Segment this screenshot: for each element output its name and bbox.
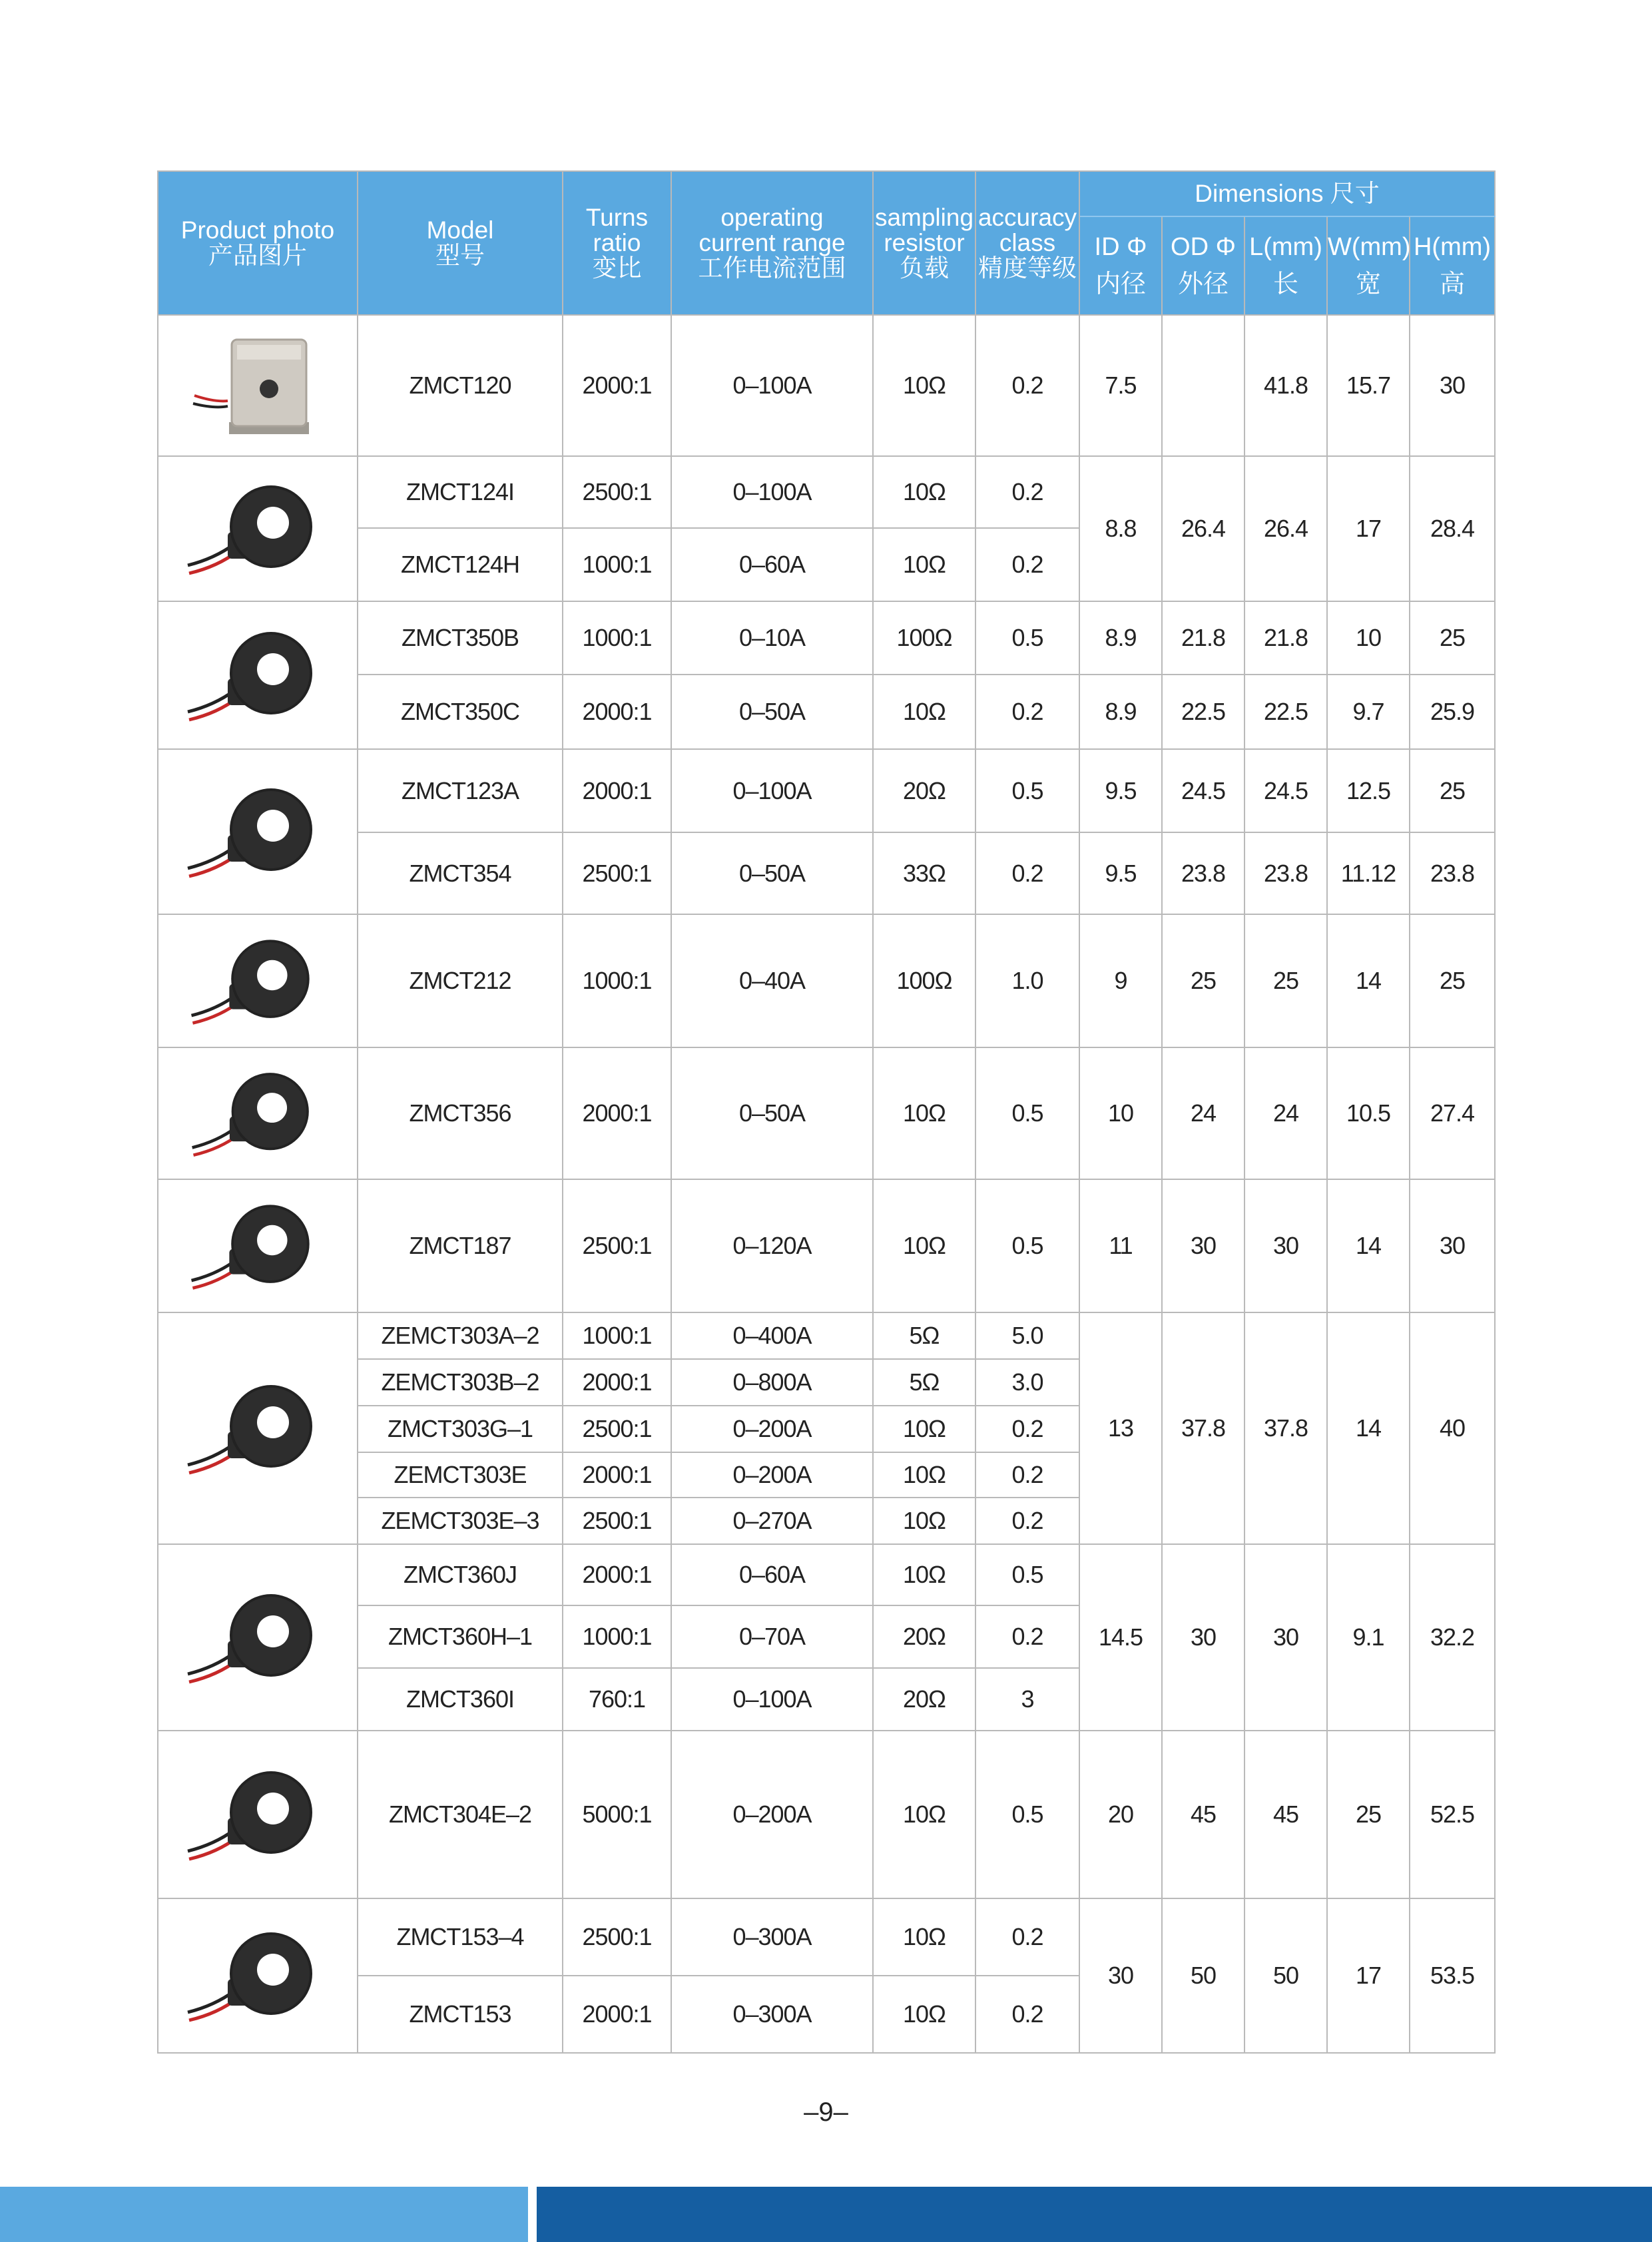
spec-table bbox=[157, 170, 1496, 2054]
resistor-cell: 10Ω bbox=[873, 528, 975, 601]
dim-length-cell: 24.5 bbox=[1244, 749, 1327, 832]
current-range-cell: 0–100A bbox=[671, 456, 873, 528]
model-cell: ZMCT360H–1 bbox=[358, 1605, 563, 1668]
turns-ratio-cell: 2000:1 bbox=[563, 1359, 671, 1406]
dim-height-cell: 25 bbox=[1410, 914, 1495, 1047]
dim-od-cell: 45 bbox=[1162, 1731, 1244, 1898]
accuracy-cell: 0.2 bbox=[975, 1406, 1079, 1452]
resistor-cell: 100Ω bbox=[873, 914, 975, 1047]
footer-bar-dark bbox=[537, 2187, 1652, 2242]
dim-id-cell: 8.9 bbox=[1079, 675, 1162, 749]
accuracy-cell: 0.2 bbox=[975, 832, 1079, 914]
current-range-cell: 0–50A bbox=[671, 832, 873, 914]
ring-ct-icon bbox=[181, 768, 334, 895]
turns-ratio-cell: 1000:1 bbox=[563, 528, 671, 601]
current-range-cell: 0–40A bbox=[671, 914, 873, 1047]
table-row bbox=[158, 1898, 1495, 1976]
dim-height-cell: 27.4 bbox=[1410, 1047, 1495, 1179]
dim-height-cell: 52.5 bbox=[1410, 1731, 1495, 1898]
dim-height-cell: 28.4 bbox=[1410, 456, 1495, 601]
ring-ct-icon bbox=[181, 1574, 334, 1701]
model-cell: ZMCT350B bbox=[358, 601, 563, 675]
table-row bbox=[158, 1179, 1495, 1312]
turns-ratio-cell: 2000:1 bbox=[563, 1452, 671, 1498]
table-row bbox=[158, 1731, 1495, 1898]
dim-height-cell: 30 bbox=[1410, 1179, 1495, 1312]
accuracy-cell: 0.5 bbox=[975, 1047, 1079, 1179]
current-range-cell: 0–50A bbox=[671, 1047, 873, 1179]
dim-length-cell: 24 bbox=[1244, 1047, 1327, 1179]
header-od: OD Φ 外径 bbox=[1162, 216, 1244, 315]
table-row bbox=[158, 1312, 1495, 1359]
dim-width-cell: 17 bbox=[1327, 1898, 1410, 2053]
dim-height-cell: 25.9 bbox=[1410, 675, 1495, 749]
dim-length-cell: 21.8 bbox=[1244, 601, 1327, 675]
accuracy-cell: 0.2 bbox=[975, 675, 1079, 749]
resistor-cell: 5Ω bbox=[873, 1312, 975, 1359]
header-accuracy-class: accuracy class 精度等级 bbox=[975, 171, 1079, 315]
ring-ct-icon bbox=[181, 1912, 334, 2039]
model-cell: ZMCT303G–1 bbox=[358, 1406, 563, 1452]
resistor-cell: 20Ω bbox=[873, 1605, 975, 1668]
dim-od-cell: 22.5 bbox=[1162, 675, 1244, 749]
turns-ratio-cell: 2500:1 bbox=[563, 456, 671, 528]
turns-ratio-cell: 2500:1 bbox=[563, 1406, 671, 1452]
current-range-cell: 0–60A bbox=[671, 1544, 873, 1605]
resistor-cell: 10Ω bbox=[873, 1976, 975, 2053]
turns-ratio-cell: 2000:1 bbox=[563, 315, 671, 456]
dim-length-cell: 26.4 bbox=[1244, 456, 1327, 601]
dim-height-cell: 53.5 bbox=[1410, 1898, 1495, 2053]
dim-id-cell: 9.5 bbox=[1079, 832, 1162, 914]
turns-ratio-cell: 1000:1 bbox=[563, 601, 671, 675]
model-cell: ZEMCT303E bbox=[358, 1452, 563, 1498]
accuracy-cell: 0.2 bbox=[975, 1452, 1079, 1498]
model-cell: ZMCT212 bbox=[358, 914, 563, 1047]
table-header bbox=[158, 171, 1495, 315]
accuracy-cell: 0.5 bbox=[975, 1731, 1079, 1898]
dim-length-cell: 23.8 bbox=[1244, 832, 1327, 914]
turns-ratio-cell: 1000:1 bbox=[563, 1605, 671, 1668]
resistor-cell: 20Ω bbox=[873, 1668, 975, 1731]
current-range-cell: 0–300A bbox=[671, 1898, 873, 1976]
resistor-cell: 10Ω bbox=[873, 1731, 975, 1898]
dim-length-cell: 50 bbox=[1244, 1898, 1327, 2053]
turns-ratio-cell: 2000:1 bbox=[563, 1047, 671, 1179]
accuracy-cell: 0.2 bbox=[975, 528, 1079, 601]
header-sampling-resistor: sampling resistor 负载 bbox=[873, 171, 975, 315]
resistor-cell: 10Ω bbox=[873, 456, 975, 528]
current-range-cell: 0–200A bbox=[671, 1731, 873, 1898]
header-photo: Product photo 产品图片 bbox=[158, 171, 358, 315]
dim-length-cell: 45 bbox=[1244, 1731, 1327, 1898]
table-row bbox=[158, 832, 1495, 914]
current-range-cell: 0–800A bbox=[671, 1359, 873, 1406]
dim-width-cell: 14 bbox=[1327, 1179, 1410, 1312]
table-row bbox=[158, 1047, 1495, 1179]
model-cell: ZMCT354 bbox=[358, 832, 563, 914]
dim-width-cell: 14 bbox=[1327, 914, 1410, 1047]
model-cell: ZEMCT303B–2 bbox=[358, 1359, 563, 1406]
current-range-cell: 0–100A bbox=[671, 315, 873, 456]
dim-od-cell: 50 bbox=[1162, 1898, 1244, 2053]
table-row bbox=[158, 315, 1495, 456]
current-range-cell: 0–100A bbox=[671, 1668, 873, 1731]
turns-ratio-cell: 5000:1 bbox=[563, 1731, 671, 1898]
model-cell: ZMCT124I bbox=[358, 456, 563, 528]
current-range-cell: 0–300A bbox=[671, 1976, 873, 2053]
resistor-cell: 10Ω bbox=[873, 1179, 975, 1312]
header-turns-ratio: Turns ratio 变比 bbox=[563, 171, 671, 315]
turns-ratio-cell: 2500:1 bbox=[563, 1898, 671, 1976]
header-width: W(mm) 宽 bbox=[1327, 216, 1410, 315]
table-row bbox=[158, 675, 1495, 749]
dim-width-cell: 9.7 bbox=[1327, 675, 1410, 749]
accuracy-cell: 0.5 bbox=[975, 1179, 1079, 1312]
ring-ct-icon bbox=[181, 1751, 334, 1878]
model-cell: ZMCT153–4 bbox=[358, 1898, 563, 1976]
accuracy-cell: 0.2 bbox=[975, 1605, 1079, 1668]
accuracy-cell: 0.5 bbox=[975, 601, 1079, 675]
current-range-cell: 0–270A bbox=[671, 1498, 873, 1544]
resistor-cell: 10Ω bbox=[873, 1898, 975, 1976]
ring-ct-icon bbox=[181, 1186, 334, 1306]
product-photo bbox=[158, 1898, 358, 2053]
turns-ratio-cell: 2500:1 bbox=[563, 1179, 671, 1312]
resistor-cell: 5Ω bbox=[873, 1359, 975, 1406]
dim-width-cell: 9.1 bbox=[1327, 1544, 1410, 1731]
accuracy-cell: 0.2 bbox=[975, 1498, 1079, 1544]
turns-ratio-cell: 2000:1 bbox=[563, 1976, 671, 2053]
dim-height-cell: 40 bbox=[1410, 1312, 1495, 1544]
model-cell: ZMCT304E–2 bbox=[358, 1731, 563, 1898]
square-ct-icon bbox=[181, 322, 334, 449]
product-photo bbox=[158, 1312, 358, 1544]
header-height: H(mm) 高 bbox=[1410, 216, 1495, 315]
accuracy-cell: 0.5 bbox=[975, 749, 1079, 832]
model-cell: ZMCT187 bbox=[358, 1179, 563, 1312]
dim-od-cell: 37.8 bbox=[1162, 1312, 1244, 1544]
ring-ct-icon bbox=[181, 1054, 334, 1173]
dim-id-cell: 20 bbox=[1079, 1731, 1162, 1898]
product-photo bbox=[158, 315, 358, 456]
current-range-cell: 0–200A bbox=[671, 1406, 873, 1452]
turns-ratio-cell: 2000:1 bbox=[563, 1544, 671, 1605]
resistor-cell: 100Ω bbox=[873, 601, 975, 675]
dim-id-cell: 8.8 bbox=[1079, 456, 1162, 601]
product-photo bbox=[158, 749, 358, 914]
dim-length-cell: 37.8 bbox=[1244, 1312, 1327, 1544]
model-cell: ZMCT356 bbox=[358, 1047, 563, 1179]
dim-od-cell: 23.8 bbox=[1162, 832, 1244, 914]
turns-ratio-cell: 1000:1 bbox=[563, 1312, 671, 1359]
product-photo bbox=[158, 601, 358, 749]
model-cell: ZEMCT303A–2 bbox=[358, 1312, 563, 1359]
dim-id-cell: 10 bbox=[1079, 1047, 1162, 1179]
dim-id-cell: 14.5 bbox=[1079, 1544, 1162, 1731]
dim-od-cell: 30 bbox=[1162, 1179, 1244, 1312]
dim-width-cell: 11.12 bbox=[1327, 832, 1410, 914]
turns-ratio-cell: 2500:1 bbox=[563, 832, 671, 914]
dim-height-cell: 30 bbox=[1410, 315, 1495, 456]
dim-od-cell bbox=[1162, 315, 1244, 456]
model-cell: ZMCT350C bbox=[358, 675, 563, 749]
product-photo bbox=[158, 456, 358, 601]
model-cell: ZMCT153 bbox=[358, 1976, 563, 2053]
resistor-cell: 33Ω bbox=[873, 832, 975, 914]
ring-ct-icon bbox=[181, 1365, 334, 1492]
dim-width-cell: 17 bbox=[1327, 456, 1410, 601]
resistor-cell: 10Ω bbox=[873, 1406, 975, 1452]
accuracy-cell: 0.2 bbox=[975, 456, 1079, 528]
table-row bbox=[158, 914, 1495, 1047]
accuracy-cell: 5.0 bbox=[975, 1312, 1079, 1359]
model-cell: ZEMCT303E–3 bbox=[358, 1498, 563, 1544]
current-range-cell: 0–120A bbox=[671, 1179, 873, 1312]
current-range-cell: 0–400A bbox=[671, 1312, 873, 1359]
ring-ct-icon bbox=[181, 921, 334, 1041]
dim-length-cell: 30 bbox=[1244, 1179, 1327, 1312]
dim-od-cell: 25 bbox=[1162, 914, 1244, 1047]
dim-height-cell: 25 bbox=[1410, 601, 1495, 675]
dim-id-cell: 7.5 bbox=[1079, 315, 1162, 456]
ring-ct-icon bbox=[181, 612, 334, 738]
dim-height-cell: 32.2 bbox=[1410, 1544, 1495, 1731]
dim-od-cell: 24 bbox=[1162, 1047, 1244, 1179]
dim-height-cell: 23.8 bbox=[1410, 832, 1495, 914]
footer-bar-light bbox=[0, 2187, 528, 2242]
accuracy-cell: 3.0 bbox=[975, 1359, 1079, 1406]
accuracy-cell: 0.5 bbox=[975, 1544, 1079, 1605]
accuracy-cell: 0.2 bbox=[975, 1976, 1079, 2053]
page-number: –9– bbox=[804, 2098, 848, 2127]
turns-ratio-cell: 2000:1 bbox=[563, 749, 671, 832]
model-cell: ZMCT120 bbox=[358, 315, 563, 456]
table-row bbox=[158, 456, 1495, 528]
turns-ratio-cell: 1000:1 bbox=[563, 914, 671, 1047]
model-cell: ZMCT360J bbox=[358, 1544, 563, 1605]
table-row bbox=[158, 749, 1495, 832]
accuracy-cell: 3 bbox=[975, 1668, 1079, 1731]
dim-width-cell: 15.7 bbox=[1327, 315, 1410, 456]
header-dimensions: Dimensions 尺寸 bbox=[1079, 171, 1495, 216]
resistor-cell: 20Ω bbox=[873, 749, 975, 832]
dim-width-cell: 10.5 bbox=[1327, 1047, 1410, 1179]
ring-ct-icon bbox=[181, 465, 334, 592]
resistor-cell: 10Ω bbox=[873, 315, 975, 456]
dim-length-cell: 25 bbox=[1244, 914, 1327, 1047]
dim-id-cell: 13 bbox=[1079, 1312, 1162, 1544]
current-range-cell: 0–60A bbox=[671, 528, 873, 601]
current-range-cell: 0–200A bbox=[671, 1452, 873, 1498]
turns-ratio-cell: 2500:1 bbox=[563, 1498, 671, 1544]
dim-width-cell: 14 bbox=[1327, 1312, 1410, 1544]
dim-od-cell: 21.8 bbox=[1162, 601, 1244, 675]
product-photo bbox=[158, 1179, 358, 1312]
product-photo bbox=[158, 1731, 358, 1898]
model-cell: ZMCT360I bbox=[358, 1668, 563, 1731]
dim-width-cell: 25 bbox=[1327, 1731, 1410, 1898]
dim-length-cell: 41.8 bbox=[1244, 315, 1327, 456]
dim-length-cell: 30 bbox=[1244, 1544, 1327, 1731]
dim-width-cell: 12.5 bbox=[1327, 749, 1410, 832]
product-photo bbox=[158, 1544, 358, 1731]
header-length: L(mm) 长 bbox=[1244, 216, 1327, 315]
table-row bbox=[158, 601, 1495, 675]
header-id: ID Φ 内径 bbox=[1079, 216, 1162, 315]
dim-id-cell: 11 bbox=[1079, 1179, 1162, 1312]
current-range-cell: 0–50A bbox=[671, 675, 873, 749]
dim-id-cell: 8.9 bbox=[1079, 601, 1162, 675]
resistor-cell: 10Ω bbox=[873, 1047, 975, 1179]
turns-ratio-cell: 760:1 bbox=[563, 1668, 671, 1731]
current-range-cell: 0–10A bbox=[671, 601, 873, 675]
accuracy-cell: 0.2 bbox=[975, 1898, 1079, 1976]
dim-od-cell: 30 bbox=[1162, 1544, 1244, 1731]
turns-ratio-cell: 2000:1 bbox=[563, 675, 671, 749]
dim-length-cell: 22.5 bbox=[1244, 675, 1327, 749]
table-row bbox=[158, 1544, 1495, 1605]
header-model: Model 型号 bbox=[358, 171, 563, 315]
current-range-cell: 0–100A bbox=[671, 749, 873, 832]
dim-id-cell: 30 bbox=[1079, 1898, 1162, 2053]
model-cell: ZMCT123A bbox=[358, 749, 563, 832]
accuracy-cell: 0.2 bbox=[975, 315, 1079, 456]
product-photo bbox=[158, 1047, 358, 1179]
resistor-cell: 10Ω bbox=[873, 1544, 975, 1605]
dim-id-cell: 9.5 bbox=[1079, 749, 1162, 832]
resistor-cell: 10Ω bbox=[873, 675, 975, 749]
product-photo bbox=[158, 914, 358, 1047]
dim-id-cell: 9 bbox=[1079, 914, 1162, 1047]
accuracy-cell: 1.0 bbox=[975, 914, 1079, 1047]
table-body bbox=[158, 315, 1495, 2053]
current-range-cell: 0–70A bbox=[671, 1605, 873, 1668]
header-current-range: operating current range 工作电流范围 bbox=[671, 171, 873, 315]
dim-height-cell: 25 bbox=[1410, 749, 1495, 832]
model-cell: ZMCT124H bbox=[358, 528, 563, 601]
dim-od-cell: 24.5 bbox=[1162, 749, 1244, 832]
resistor-cell: 10Ω bbox=[873, 1452, 975, 1498]
resistor-cell: 10Ω bbox=[873, 1498, 975, 1544]
dim-width-cell: 10 bbox=[1327, 601, 1410, 675]
dim-od-cell: 26.4 bbox=[1162, 456, 1244, 601]
